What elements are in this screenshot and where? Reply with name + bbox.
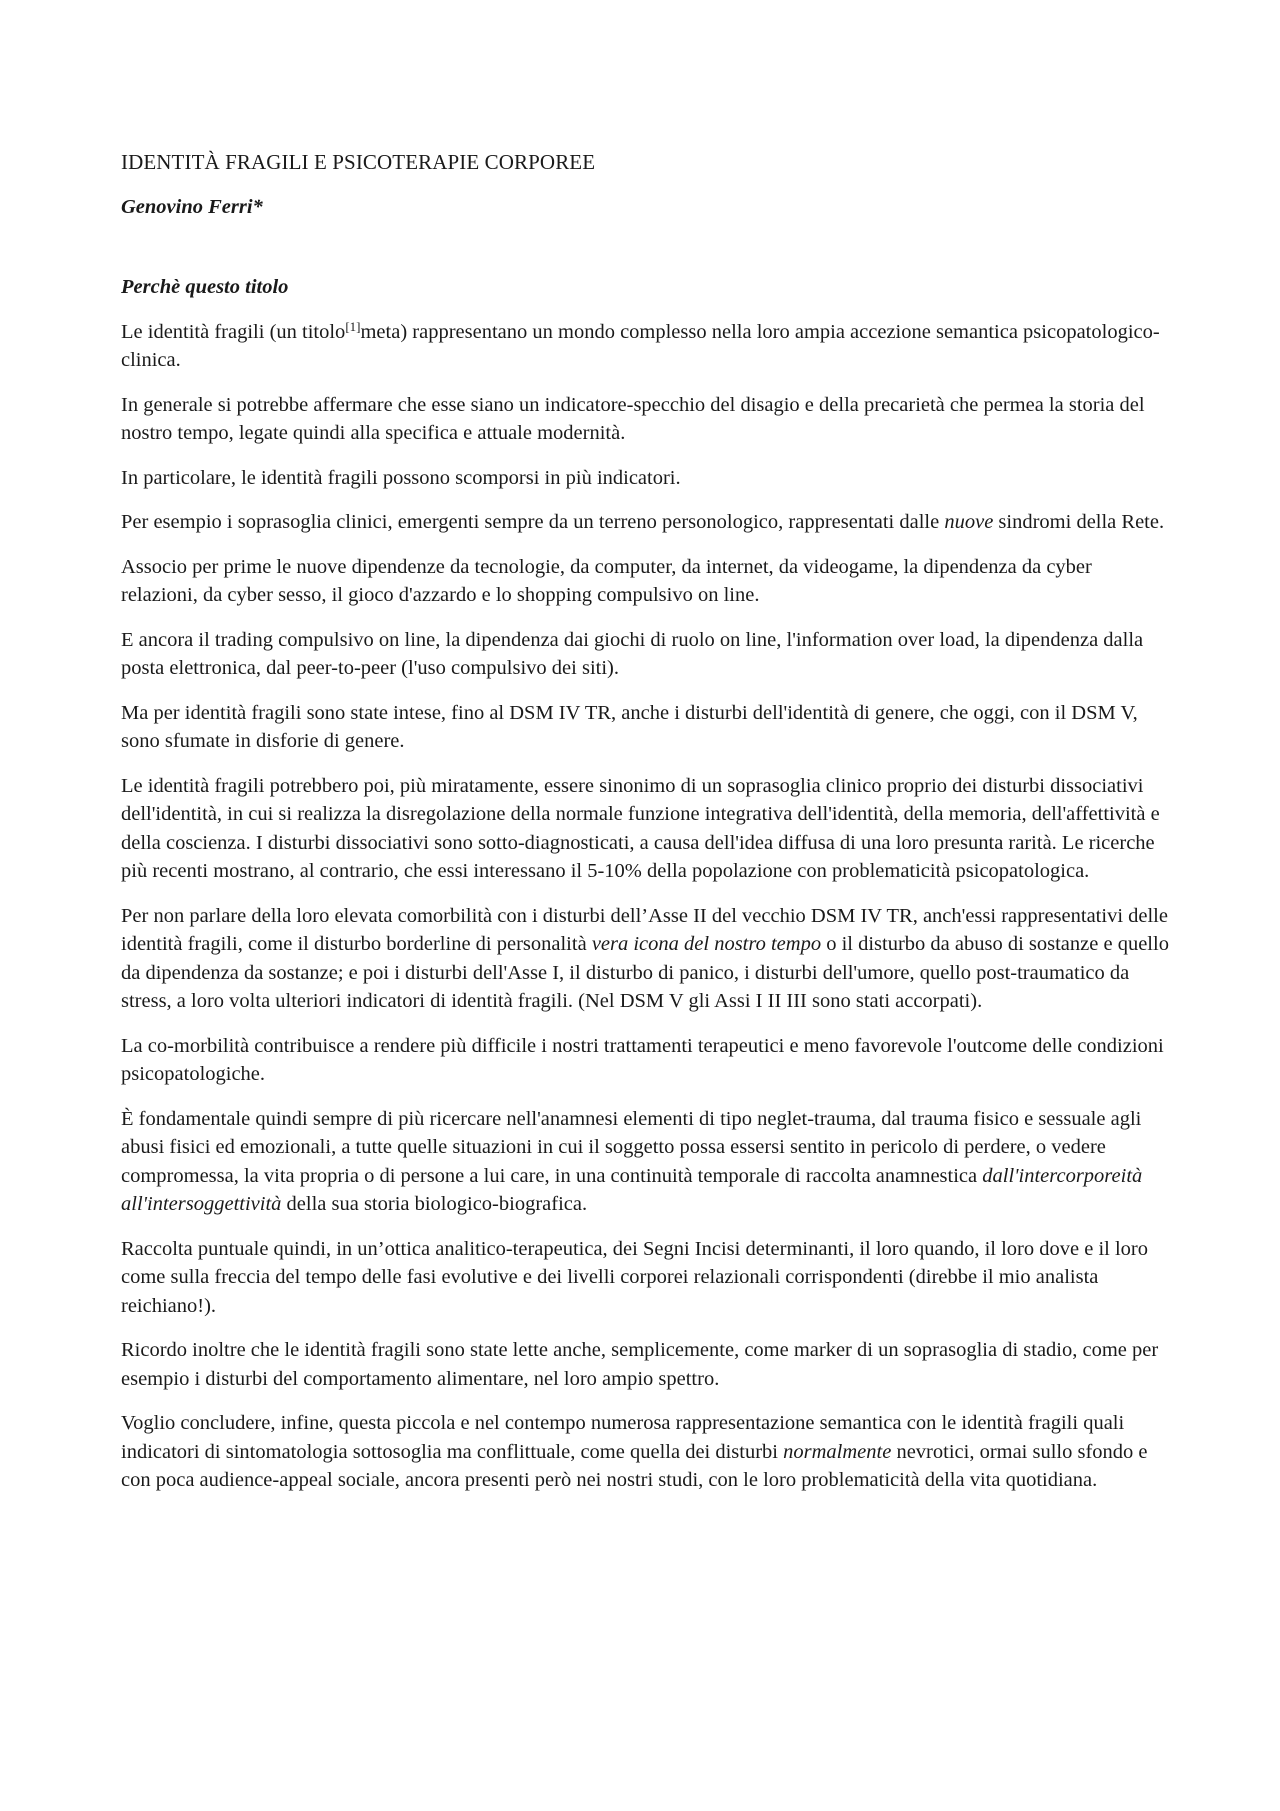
document-title: IDENTITÀ FRAGILI E PSICOTERAPIE CORPOREE: [121, 150, 596, 174]
paragraph-9: Per non parlare della loro elevata comorbilità con i disturbi dell’Asse II del vecchio DSM IV TR, anch'essi rappresentativi delle identità fragili, come il disturbo borderline di personalità vera icona del nostro tempo o il disturbo da abuso di sostanze e quello da dipendenza da sostanze; e poi i disturbi dell'Asse I, il disturbo di panico, i disturbi dell'umore, quello post-traumatico da stress, a loro volta ulteriori indicatori di identità fragili. (Nel DSM V gli Assi I II III sono stati accorpati).: [121, 904, 1169, 1012]
paragraph-13: Ricordo inoltre che le identità fragili sono state lette anche, semplicemente, come marker di un soprasoglia di stadio, come per esempio i disturbi del comportamento alimentare, nel loro ampio spettro.: [121, 1339, 1159, 1390]
paragraph-11: È fondamentale quindi sempre di più ricercare nell'anamnesi elementi di tipo neglet-trauma, dal trauma fisico e sessuale agli abusi fisici ed emozionali, a tutte quelle situazioni in cui il soggetto possa essersi sentito in pericolo di perdere, o vedere compromessa, la vita propria o di persone a lui care, in una continuità temporale di raccolta anamnestica dall'intercorporeità all'intersoggettività della sua storia biologico-biografica.: [121, 1107, 1143, 1215]
paragraph-12: Raccolta puntuale quindi, in un’ottica analitico-terapeutica, dei Segni Incisi determinanti, il loro quando, il loro dove e il loro come sulla freccia del tempo delle fasi evolutive e dei livelli corporei relazionali corrispondenti (direbbe il mio analista reichiano!).: [121, 1237, 1148, 1317]
paragraph-3: In particolare, le identità fragili possono scomporsi in più indicatori.: [121, 466, 681, 489]
footnote-ref[interactable]: [1]: [345, 318, 361, 334]
author-name: Genovino Ferri*: [121, 195, 263, 218]
paragraph-5: Associo per prime le nuove dipendenze da tecnologie, da computer, da internet, da videogame, la dipendenza da cyber relazioni, da cyber sesso, il gioco d'azzardo e lo shopping compulsivo on line.: [121, 555, 1092, 606]
document-body: [121, 148, 1171, 1511]
paragraph-1: Le identità fragili (un titolo[1]meta) rappresentano un mondo complesso nella loro ampia accezione semantica psicopatologico-clinica.: [121, 318, 1160, 371]
paragraph-6: E ancora il trading compulsivo on line, la dipendenza dai giochi di ruolo on line, l'information over load, la dipendenza dalla posta elettronica, dal peer-to-peer (l'uso compulsivo dei siti).: [121, 628, 1144, 679]
paragraph-7: Ma per identità fragili sono state intese, fino al DSM IV TR, anche i disturbi dell'identità di genere, che oggi, con il DSM V, sono sfumate in disforie di genere.: [121, 701, 1138, 752]
paragraph-10: La co-morbilità contribuisce a rendere più difficile i nostri trattamenti terapeutici e meno favorevole l'outcome delle condizioni psicopatologiche.: [121, 1034, 1164, 1085]
paragraph-8: Le identità fragili potrebbero poi, più miratamente, essere sinonimo di un soprasoglia clinico proprio dei disturbi dissociativi dell'identità, in cui si realizza la disregolazione della normale funzione integrativa dell'identità, della memoria, dell'affettività e della coscienza. I disturbi dissociativi sono sotto-diagnosticati, a causa dell'idea diffusa di una loro presunta rarità. Le ricerche più recenti mostrano, al contrario, che essi interessano il 5-10% della popolazione con problematicità psicopatologica.: [121, 774, 1160, 882]
section-heading: Perchè questo titolo: [121, 276, 289, 298]
paragraph-14: Voglio concludere, infine, questa piccola e nel contempo numerosa rappresentazione semantica con le identità fragili quali indicatori di sintomatologia sottosoglia ma conflittuale, come quella dei disturbi normalmente nevrotici, ormai sullo sfondo e con poca audience-appeal sociale, ancora presenti però nei nostri studi, con le loro problematicità della vita quotidiana.: [121, 1412, 1148, 1491]
paragraph-4: Per esempio i soprasoglia clinici, emergenti sempre da un terreno personologico, rappresentati dalle nuove sindromi della Rete.: [121, 511, 1165, 533]
paragraph-2: In generale si potrebbe affermare che esse siano un indicatore-specchio del disagio e della precarietà che permea la storia del nostro tempo, legate quindi alla specifica e attuale modernità.: [121, 393, 1145, 444]
